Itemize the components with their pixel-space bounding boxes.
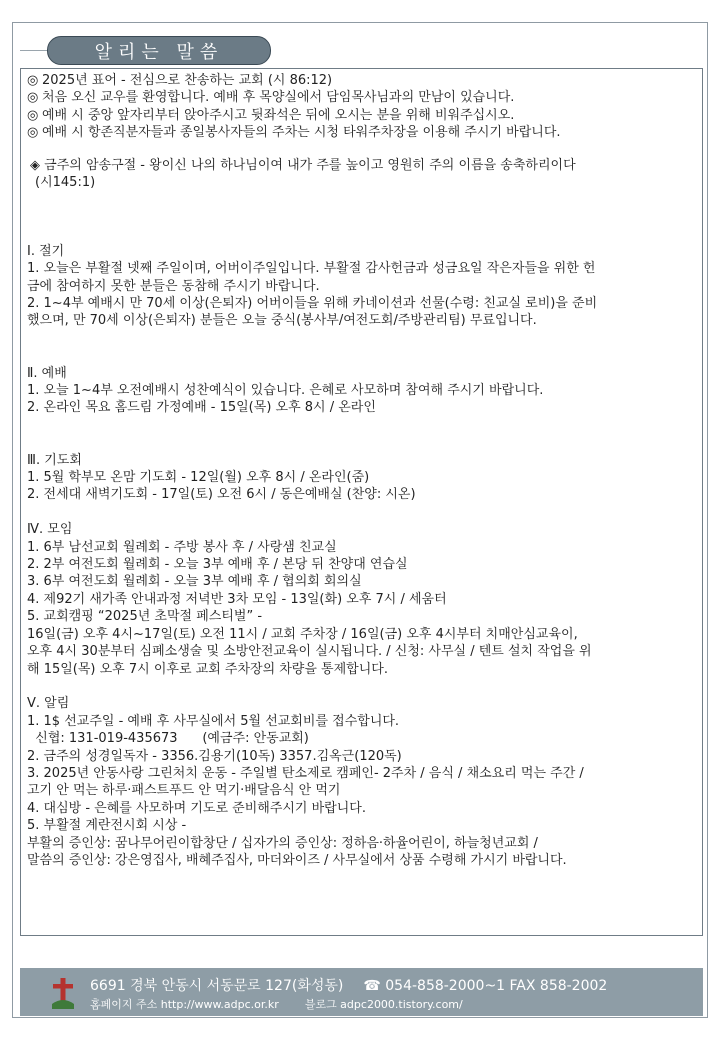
memory-verse: ◈ 금주의 암송구절 - 왕이신 나의 하나님이여 내가 주를 높이고 영원히 주의 이름을 송축하리이다 — [30, 157, 576, 173]
footer-address: 6691 경북 안동시 서동문로 127(화성동) — [90, 978, 344, 994]
section-line: 부활의 증인상: 꿈나무어린이합창단 / 십자가의 증인상: 정하음·하율어린이, 하늘청년교회 / — [27, 835, 538, 851]
notice-bullet-icon: ◎ — [27, 107, 39, 123]
notice-item: ◎ 2025년 표어 - 전심으로 찬송하는 교회 (시 86:12) — [27, 73, 333, 88]
notice-bullet-icon: ◎ — [27, 125, 39, 141]
notice-bullet-icon: ◎ — [27, 73, 39, 88]
diamond-bullet-icon: ◈ — [30, 157, 40, 173]
section-line: 1. 1$ 선교주일 - 예배 후 사무실에서 5월 선교회비를 접수합니다. — [27, 713, 400, 729]
notice-bullet-icon: ◎ — [27, 90, 39, 106]
section-title: Ⅰ. 절기 — [27, 243, 65, 259]
section-line: 4. 제92기 새가족 안내과정 저녁반 3차 모임 - 13일(화) 오후 7시 / 세움터 — [27, 591, 447, 607]
section-line: 금에 참여하지 못한 분들은 동참해 주시기 바랍니다. — [27, 278, 320, 294]
section-line: 5. 부활절 계란전시회 시상 - — [27, 818, 187, 834]
section-line: 1. 6부 남선교회 월례회 - 주방 봉사 후 / 사랑샘 친교실 — [27, 539, 337, 555]
footer-contact-line — [90, 975, 607, 995]
section-line: 16일(금) 오후 4시~17일(토) 오전 11시 / 교회 주차장 / 16일(금) 오후 4시부터 치매안심교육이, — [27, 626, 578, 642]
blog-link[interactable]: 블로그 adpc2000.tistory.com/ — [304, 998, 463, 1011]
section-line: 5. 교회캠핑 “2025년 초막절 페스티벌” - — [27, 609, 263, 625]
section-title: Ⅱ. 예배 — [27, 365, 67, 381]
footer-phone: ☎ 054-858-2000~1 FAX 858-2002 — [363, 978, 608, 994]
section-line: 2. 2부 여전도회 월례회 - 오늘 3부 예배 후 / 본당 뒤 찬양대 연습실 — [27, 557, 408, 573]
section-line: 말씀의 증인상: 강은영집사, 배혜주집사, 마더와이즈 / 사무실에서 상품 수령해 가시기 바랍니다. — [27, 852, 567, 868]
section-line: 3. 6부 여전도회 월례회 - 오늘 3부 예배 후 / 협의회 회의실 — [27, 574, 362, 590]
title-rule — [20, 50, 47, 51]
notice-item: ◎ 예배 시 중앙 앞자리부터 앉아주시고 뒷좌석은 뒤에 오시는 분을 위해 비워주십시오. — [27, 107, 515, 123]
notice-item: ◎ 처음 오신 교우를 환영합니다. 예배 후 목양실에서 담임목사님과의 만남이 있습니다. — [27, 90, 515, 106]
section-line: 1. 오늘은 부활절 넷째 주일이며, 어버이주일입니다. 부활절 감사헌금과 성금요일 작은자들을 위한 헌 — [27, 261, 596, 277]
section-title: Ⅲ. 기도회 — [27, 452, 82, 468]
section-line: 2. 금주의 성경일독자 - 3356.김용기(10독) 3357.김옥근(120독) — [27, 748, 402, 764]
notice-item: ◎ 예배 시 항존직분자들과 종일봉사자들의 주차는 시청 타워주차장을 이용해 주시기 바랍니다. — [27, 125, 561, 141]
section-line: 2. 1~4부 예배시 만 70세 이상(은퇴자) 어버이들을 위해 카네이션과 선물(수령: 친교실 로비)을 준비 — [27, 296, 598, 312]
memory-verse-ref: (시145:1) — [35, 175, 96, 191]
church-cross-logo-icon — [50, 978, 76, 1010]
section-line: 했으며, 만 70세 이상(은퇴자) 분들은 오늘 중식(봉사부/여전도회/주방관리팀) 무료입니다. — [27, 313, 537, 329]
section-line: 오후 4시 30분부터 심폐소생술 및 소방안전교육이 실시됩니다. / 신청: 사무실 / 텐트 설치 작업을 위 — [27, 644, 592, 660]
section-line: 신협: 131-019-435673 (예금주: 안동교회) — [27, 731, 309, 747]
section-title: Ⅳ. 모임 — [27, 522, 73, 538]
section-line: 해 15일(목) 오후 7시 이후로 교회 주차장의 차량을 통제합니다. — [27, 661, 388, 677]
section-line: 3. 2025년 안동사랑 그린처치 운동 - 주일별 탄소제로 캠페인- 2주차 / 음식 / 채소요리 먹는 주간 / — [27, 765, 584, 781]
section-line: 2. 전세대 새벽기도회 - 17일(토) 오전 6시 / 동은예배실 (찬양: 시온) — [27, 487, 416, 503]
announcement-text — [27, 72, 699, 869]
section-line: 고기 안 먹는 하루·패스트푸드 안 먹기·배달음식 안 먹기 — [27, 783, 341, 799]
homepage-link[interactable]: 홈페이지 주소 http://www.adpc.or.kr — [90, 998, 279, 1011]
page-title: 알리는 말씀 — [47, 36, 271, 65]
section-title: Ⅴ. 알림 — [27, 696, 70, 712]
section-line: 4. 대심방 - 은혜를 사모하며 기도로 준비해주시기 바랍니다. — [27, 800, 366, 816]
church-footer — [20, 968, 703, 1016]
section-line: 2. 온라인 목요 홈드림 가정예배 - 15일(목) 오후 8시 / 온라인 — [27, 400, 376, 416]
section-line: 1. 오늘 1~4부 오전예배시 성찬예식이 있습니다. 은혜로 사모하며 참여해 주시기 바랍니다. — [27, 383, 544, 399]
section-line: 1. 5월 학부모 온맘 기도회 - 12일(월) 오후 8시 / 온라인(줌) — [27, 470, 370, 486]
footer-web-line — [90, 996, 463, 1012]
